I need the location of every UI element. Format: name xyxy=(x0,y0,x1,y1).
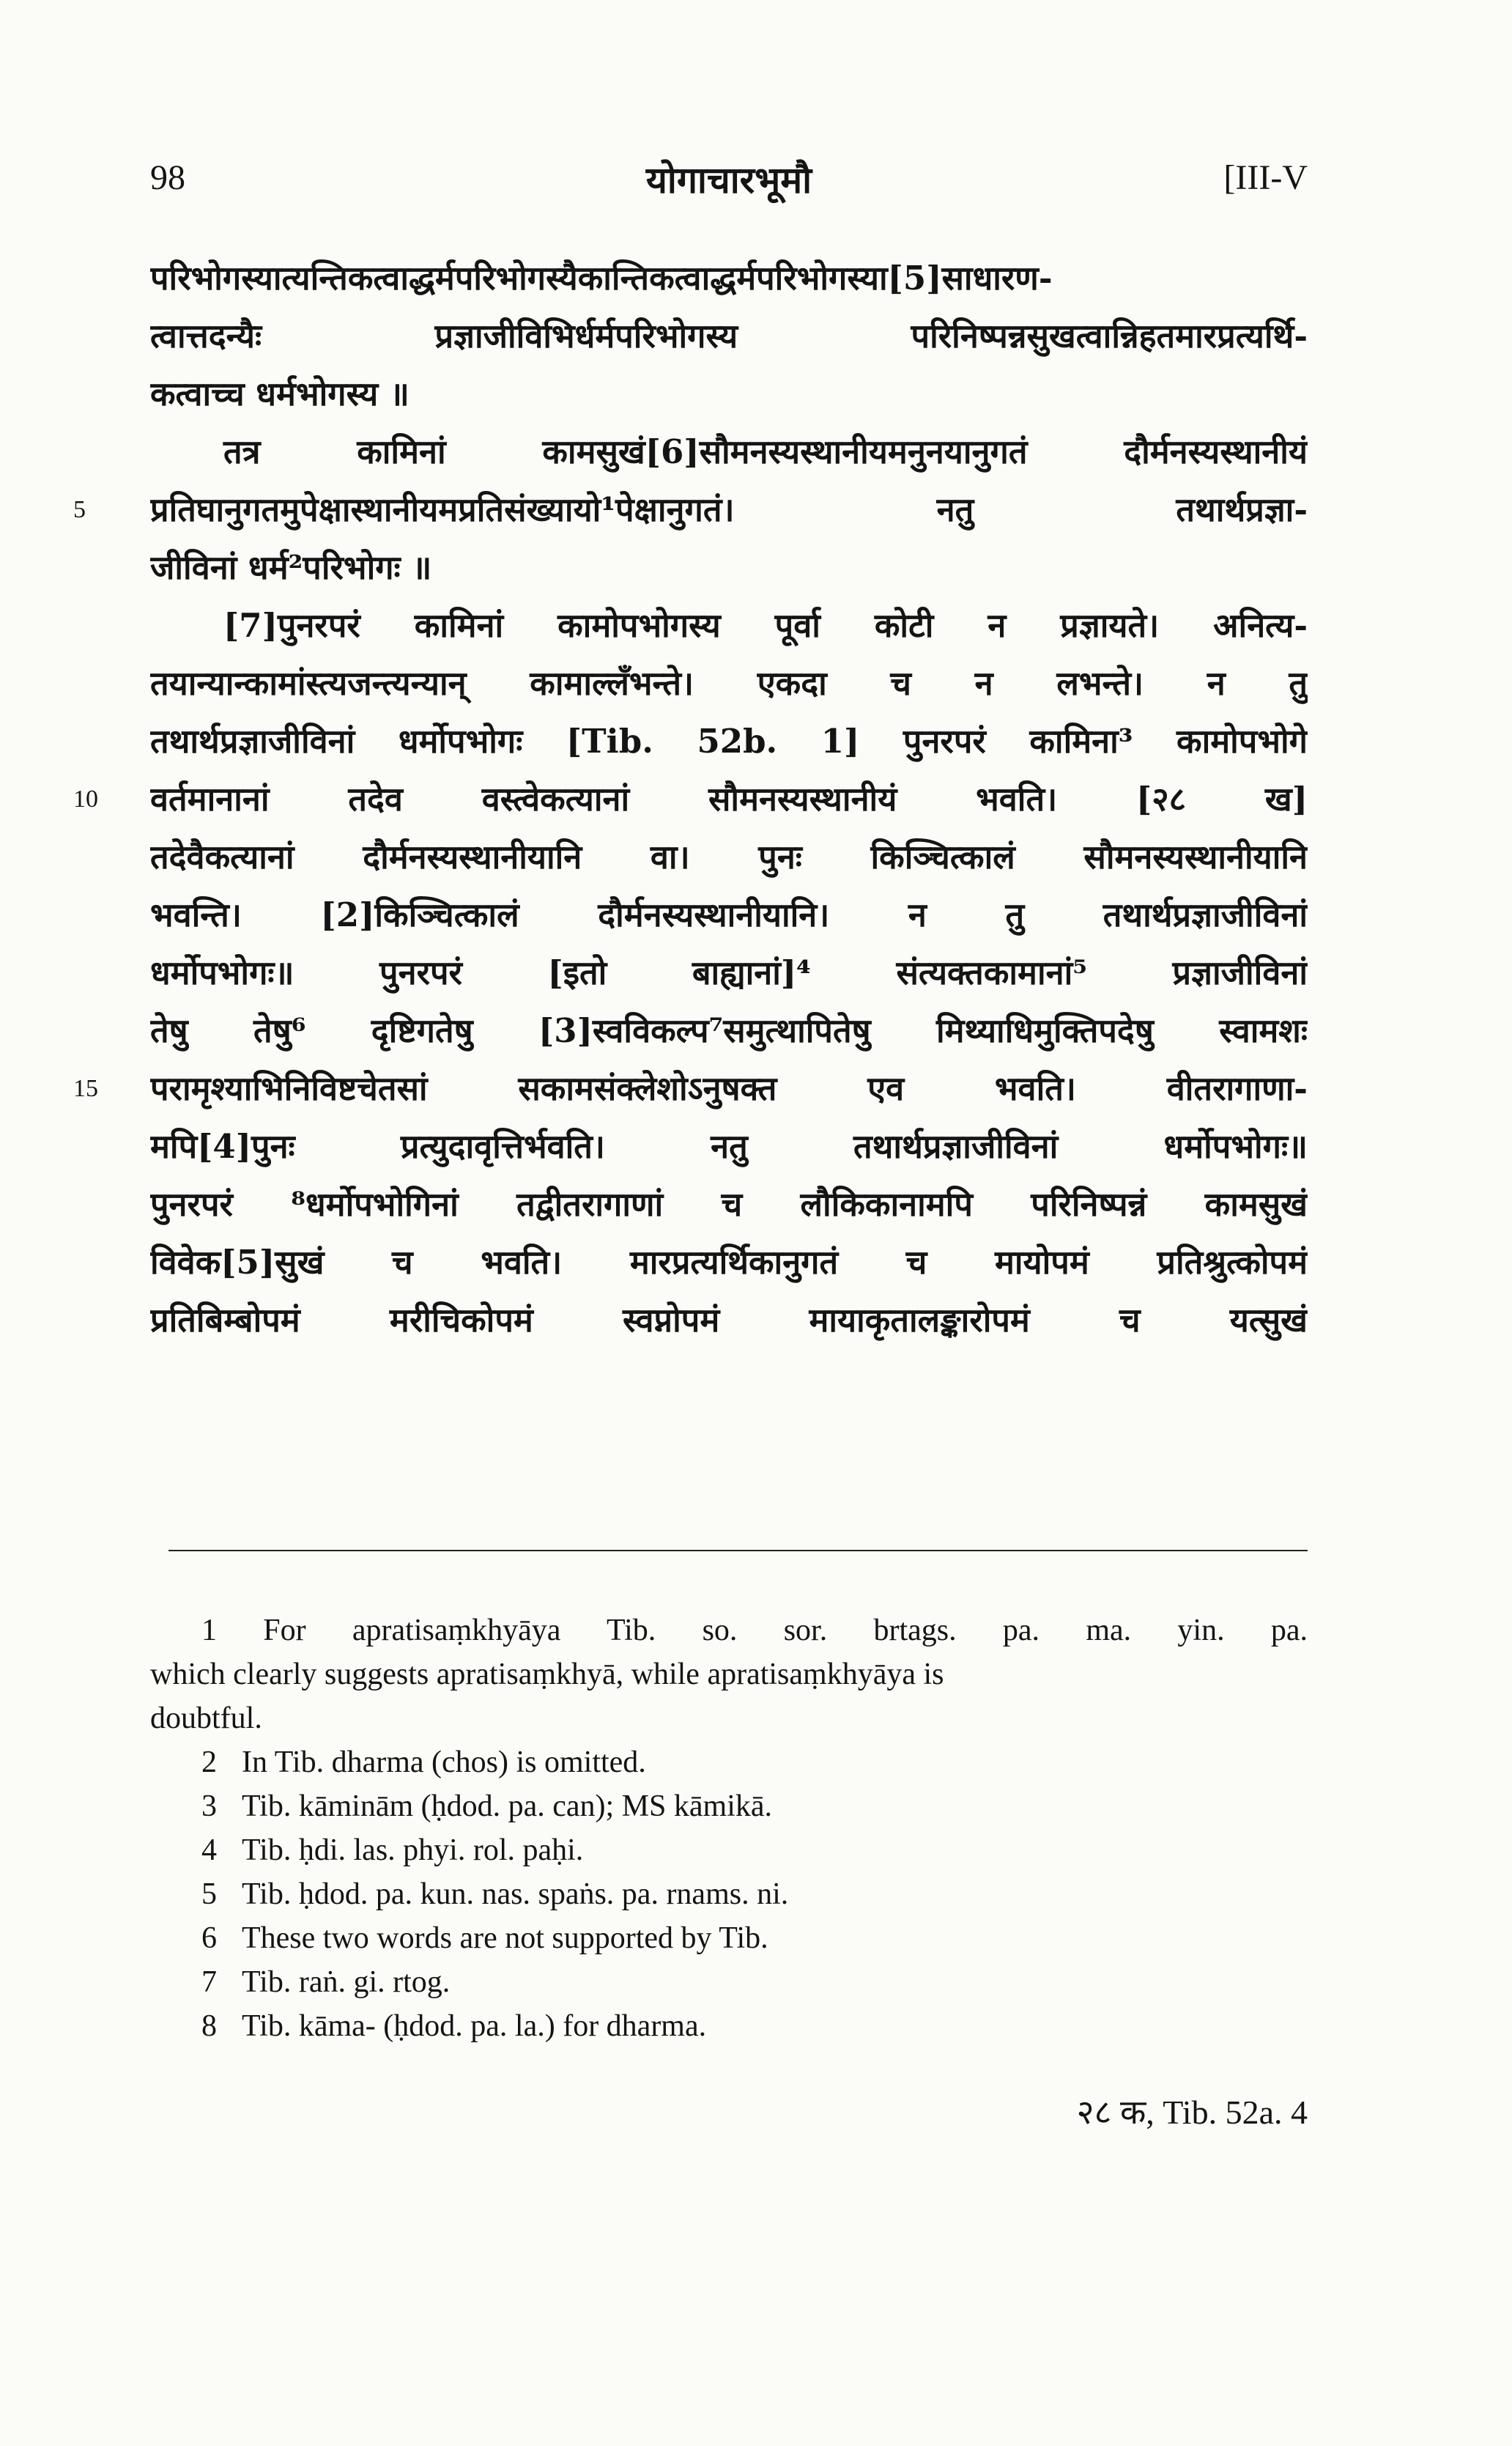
footnote-text: Tib. ḥdi. las. phyi. rol. paḥi. xyxy=(242,1833,584,1867)
footnote-divider xyxy=(168,1550,1308,1551)
footnote-number: 4 xyxy=(201,1833,217,1867)
text-line: मपि[4]पुनः प्रत्युदावृत्तिर्भवति। नतु तथार्थप्रज्ञाजीविनां धर्मोपभोगः॥ xyxy=(150,1127,1308,1166)
text-line: परिभोगस्यात्यन्तिकत्वाद्धर्मपरिभोगस्यैकान्तिकत्वाद्धर्मपरिभोगस्या[5]साधारण- xyxy=(150,259,1053,298)
footnote-item xyxy=(150,1828,1308,1872)
text-line: कत्वाच्च धर्मभोगस्य ॥ xyxy=(150,374,410,413)
running-title: योगाचारभूमौ xyxy=(645,158,812,202)
footnotes xyxy=(150,1608,1308,2048)
signature-reference: २८ क, Tib. 52a. 4 xyxy=(1076,2094,1308,2131)
footnote-number: 5 xyxy=(201,1877,217,1911)
footnote-1-line: 1 For apratisaṃkhyāya Tib. so. sor. brtags. pa. ma. yin. pa. xyxy=(201,1614,1308,1647)
line-number: 15 xyxy=(73,1075,98,1102)
text-line: [7]पुनरपरं कामिनां कामोपभोगस्य पूर्वा कोटी न प्रज्ञायते। अनित्य- xyxy=(223,606,1308,645)
text-line: विवेक[5]सुखं च भवति। मारप्रत्यर्थिकानुगतं च मायोपमं प्रतिश्रुत्कोपमं xyxy=(150,1243,1308,1282)
footnote-text: Tib. kāminām (ḥdod. pa. can); MS kāmikā. xyxy=(242,1789,773,1823)
text-line: धर्मोपभोगः॥ पुनरपरं [इतो बाह्यानां]⁴ संत्यक्तकामानां⁵ प्रज्ञाजीविनां xyxy=(150,953,1308,992)
text-line: तेषु तेषु⁶ दृष्टिगतेषु [3]स्वविकल्प⁷समुत्थापितेषु मिथ्याधिमुक्तिपदेषु स्वामशः xyxy=(150,1011,1308,1050)
text-line: भवन्ति। [2]किञ्चित्कालं दौर्मनस्यस्थानीयानि। न तु तथार्थप्रज्ञाजीविनां xyxy=(150,895,1308,934)
text-line: परामृश्याभिनिविष्टचेतसां सकामसंक्लेशोऽनुषक्त एव भवति। वीतरागाणा- xyxy=(150,1069,1308,1108)
text-line: तयान्यान्कामांस्त्यजन्त्यन्यान् कामाल्लँभन्ते। एकदा च न लभन्ते। न तु xyxy=(150,664,1308,703)
footnote-text: These two words are not supported by Tib. xyxy=(242,1921,768,1955)
footnote-number: 7 xyxy=(201,1965,217,1999)
line-number: 5 xyxy=(73,496,86,523)
text-line: पुनरपरं ⁸धर्मोपभोगिनां तद्वीतरागाणां च लौकिकानामपि परिनिष्पन्नं कामसुखं xyxy=(150,1185,1308,1224)
text-line: जीविनां धर्म²परिभोगः ॥ xyxy=(150,548,432,587)
footnote-text: Tib. kāma- (ḥdod. pa. la.) for dharma. xyxy=(242,2009,707,2043)
footnote-item xyxy=(150,1740,1308,1784)
footnote-item xyxy=(150,1872,1308,1916)
page-header xyxy=(150,158,1308,216)
footnote-1-line: doubtful. xyxy=(150,1702,262,1735)
section-reference: [III-V xyxy=(1223,158,1308,197)
page-number: 98 xyxy=(150,158,185,197)
footnote-item xyxy=(150,1784,1308,1828)
text-line: तथार्थप्रज्ञाजीविनां धर्मोपभोगः [Tib. 52b. 1] पुनरपरं कामिना³ कामोपभोगे xyxy=(150,722,1308,761)
footnote-text: Tib. ḥdod. pa. kun. nas. spaṅs. pa. rnams. ni. xyxy=(242,1877,789,1911)
footnote-number: 6 xyxy=(201,1921,217,1955)
body-text xyxy=(150,249,1308,1349)
footnote-text: Tib. raṅ. gi. rtog. xyxy=(242,1965,451,1999)
footnote-item xyxy=(150,2004,1308,2048)
footnote-text: In Tib. dharma (chos) is omitted. xyxy=(242,1745,646,1779)
text-line: प्रतिघानुगतमुपेक्षास्थानीयमप्रतिसंख्यायो¹पेक्षानुगतं। नतु तथार्थप्रज्ञा- xyxy=(150,490,1308,529)
footnote-1-line: which clearly suggests apratisaṃkhyā, while apratisaṃkhyāya is xyxy=(150,1658,944,1691)
text-line: वर्तमानानां तदेव वस्त्वेकत्यानां सौमनस्यस्थानीयं भवति। [२८ ख] xyxy=(150,780,1308,819)
footnote-number: 3 xyxy=(201,1789,217,1823)
footnote-number: 2 xyxy=(201,1745,217,1779)
text-line: तदेवैकत्यानां दौर्मनस्यस्थानीयानि वा। पुनः किञ्चित्कालं सौमनस्यस्थानीयानि xyxy=(150,838,1308,876)
footnote-number: 8 xyxy=(201,2009,217,2043)
footnote-item xyxy=(150,1916,1308,1960)
line-number: 10 xyxy=(73,786,98,813)
footnote-item xyxy=(150,1960,1308,2004)
text-line: तत्र कामिनां कामसुखं[6]सौमनस्यस्थानीयमनुनयानुगतं दौर्मनस्यस्थानीयं xyxy=(223,432,1308,471)
text-line: प्रतिबिम्बोपमं मरीचिकोपमं स्वप्नोपमं मायाकृतालङ्कारोपमं च यत्सुखं xyxy=(150,1301,1308,1340)
text-line: त्वात्तदन्यैः प्रज्ञाजीविभिर्धर्मपरिभोगस्य परिनिष्पन्नसुखत्वान्निहतमारप्रत्यर्थि- xyxy=(150,317,1308,355)
